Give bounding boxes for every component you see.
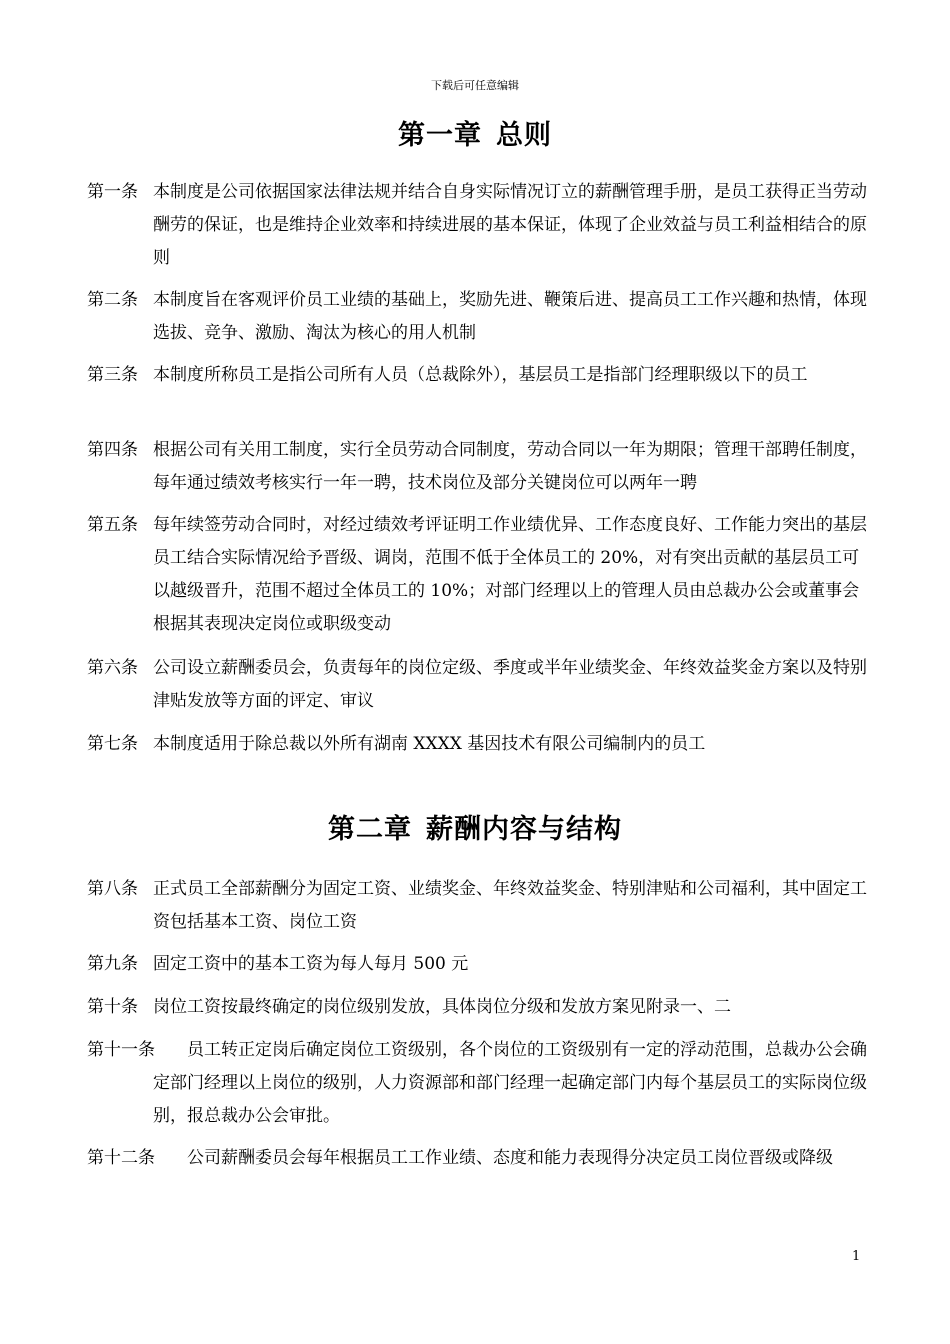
article-label: 第十条 <box>87 997 138 1017</box>
article-label: 第三条 <box>87 365 138 385</box>
page-number: 1 <box>852 1249 861 1264</box>
article-text: 正式员工全部薪酬分为固定工资、业绩奖金、年终效益奖金、特别津贴和公司福利，其中固定工资包括基本工资、岗位工资 <box>153 879 867 932</box>
article <box>87 509 867 641</box>
article-text: 本制度适用于除总裁以外所有湖南 XXXX 基因技术有限公司编制内的员工 <box>153 734 706 754</box>
article-text: 本制度旨在客观评价员工业绩的基础上，奖励先进、鞭策后进、提高员工工作兴趣和热情，体现选拔、竞争、激励、淘汰为核心的用人机制 <box>153 290 867 343</box>
chapter-name: 薪酬内容与结构 <box>426 814 622 845</box>
article-label: 第八条 <box>87 879 138 899</box>
article-text: 公司薪酬委员会每年根据员工工作业绩、态度和能力表现得分决定员工岗位晋级或降级 <box>187 1148 833 1168</box>
article-text: 根据公司有关用工制度，实行全员劳动合同制度，劳动合同以一年为期限；管理干部聘任制度，每年通过绩效考核实行一年一聘，技术岗位及部分关键岗位可以两年一聘 <box>153 440 867 493</box>
article-label: 第二条 <box>87 290 138 310</box>
article-text: 每年续签劳动合同时，对经过绩效考评证明工作业绩优异、工作态度良好、工作能力突出的基层员工结合实际情况给予晋级、调岗，范围不低于全体员工的 20%，对有突出贡献的基层员工可以越级晋升，范围不超过全体员工的 10%；对部门经理以上的管理人员由总裁办公会或董事会根据其表现决定岗位或职级变动 <box>153 515 867 634</box>
article-label: 第五条 <box>87 515 138 535</box>
article <box>87 1034 867 1133</box>
article <box>87 359 867 392</box>
article <box>87 284 867 350</box>
article-label: 第十一条 <box>87 1040 155 1060</box>
article <box>87 176 867 275</box>
article <box>87 991 867 1024</box>
article-label: 第一条 <box>87 182 138 202</box>
chapter-title-2 <box>0 812 950 848</box>
article <box>87 652 867 718</box>
article-label: 第四条 <box>87 440 138 460</box>
article-text: 固定工资中的基本工资为每人每月 500 元 <box>153 954 469 974</box>
article <box>87 948 867 981</box>
article <box>87 728 867 761</box>
header-note: 下载后可任意编辑 <box>431 79 519 92</box>
chapter-name: 总则 <box>496 120 552 151</box>
article-label: 第十二条 <box>87 1148 155 1168</box>
article <box>87 434 867 500</box>
chapter-number: 第二章 <box>328 814 412 845</box>
article-label: 第六条 <box>87 658 138 678</box>
article-text: 岗位工资按最终确定的岗位级别发放，具体岗位分级和发放方案见附录一、二 <box>153 997 731 1017</box>
article-text: 本制度所称员工是指公司所有人员（总裁除外），基层员工是指部门经理职级以下的员工 <box>153 365 808 385</box>
article <box>87 1142 867 1175</box>
article-label: 第七条 <box>87 734 138 754</box>
chapter-number: 第一章 <box>398 120 482 151</box>
article-label: 第九条 <box>87 954 138 974</box>
article-text: 公司设立薪酬委员会，负责每年的岗位定级、季度或半年业绩奖金、年终效益奖金方案以及特别津贴发放等方面的评定、审议 <box>153 658 867 711</box>
article <box>87 873 867 939</box>
article-text: 本制度是公司依据国家法律法规并结合自身实际情况订立的薪酬管理手册，是员工获得正当劳动酬劳的保证，也是维持企业效率和持续进展的基本保证，体现了企业效益与员工利益相结合的原则 <box>153 182 867 268</box>
chapter-title-1 <box>0 118 950 154</box>
article-text: 员工转正定岗后确定岗位工资级别，各个岗位的工资级别有一定的浮动范围，总裁办公会确定部门经理以上岗位的级别，人力资源部和部门经理一起确定部门内每个基层员工的实际岗位级别，报总裁办公会审批。 <box>153 1040 867 1126</box>
